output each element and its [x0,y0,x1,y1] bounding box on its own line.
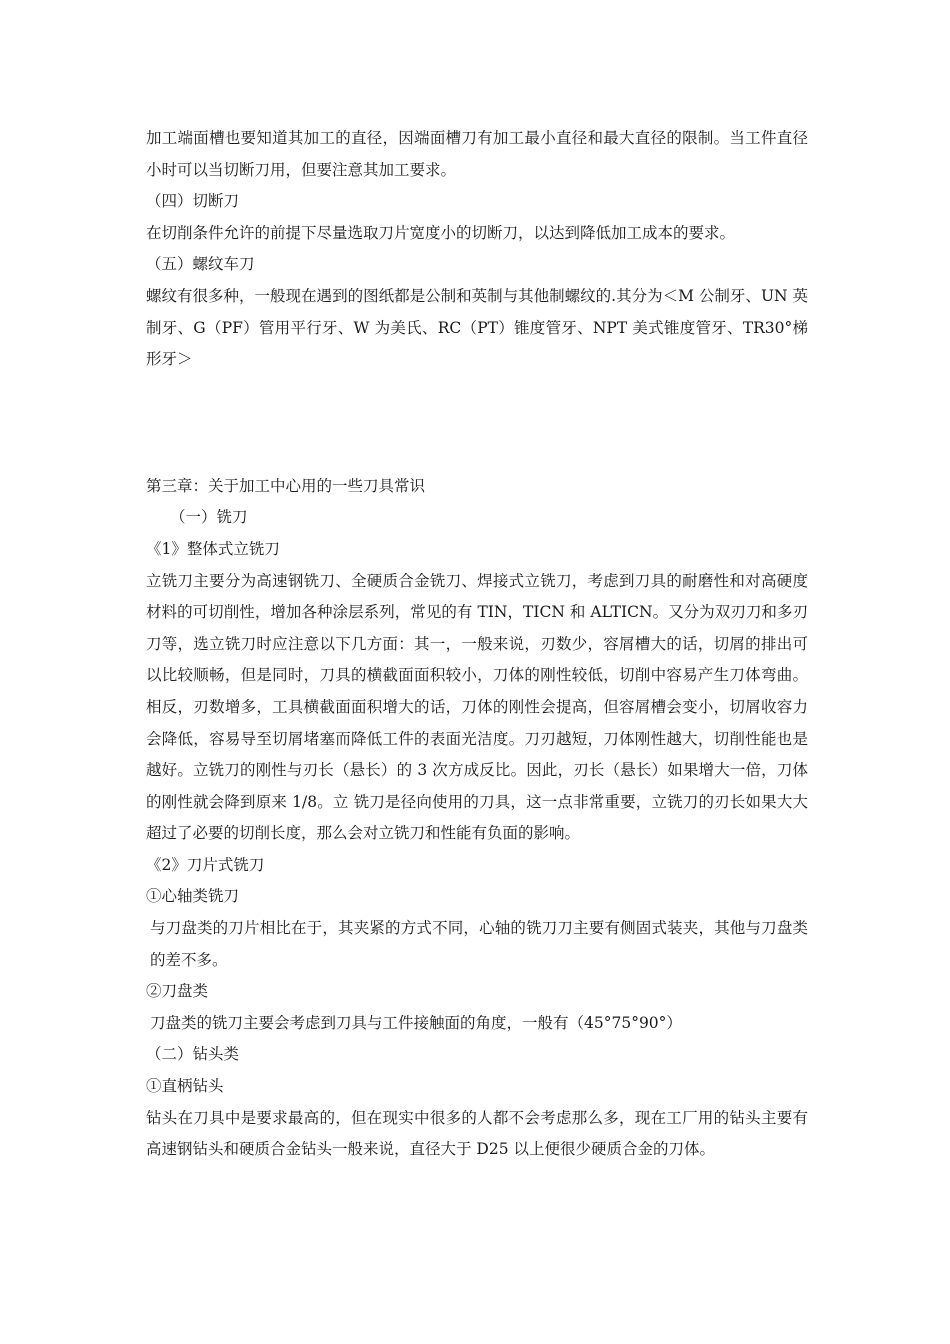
document-body [146,123,808,1166]
heading-drill-bits: （二）钻头类 [146,1045,240,1064]
heading-arbor-mill: ①心轴类铣刀 [146,887,240,906]
heading-cutoff-tool: （四）切断刀 [146,192,240,211]
paragraph-solid-end-mill: 立铣刀主要分为高速钢铣刀、全硬质合金铣刀、焊接式立铣刀，考虑到刀具的耐磨性和对高硬度材料的可切削性，增加各种涂层系列，常见的有 TIN，TICN 和 ALTICN。又分为双刃刀和多刃刀等，选立铣刀时应注意以下几方面：其一，一般来说，刃数少，容屑槽大的话，切屑的排出可以比较顺畅，但是同时，刀具的横截面面积较小，刀体的刚性较低，切削中容易产生刀体弯曲。相反，刃数增多，工具横截面面积增大的话，刀体的刚性会提高，但容屑槽会变小，切屑收容力会降低，容易导至切屑堵塞而降低工件的表面光洁度。刀刃越短，刀体刚性越大，切削性能也是越好。立铣刀的刚性与刃长（悬长）的 3 次方成反比。因此，刃长（悬长）如果增大一倍，刀体的刚性就会降到原来 1/8。立 铣刀是径向使用的刀具，这一点非常重要，立铣刀的刃长如果大大超过了必要的切削长度，那么会对立铣刀和性能有负面的影响。 [146,571,808,843]
heading-straight-shank-drill: ①直柄钻头 [146,1077,224,1096]
heading-cutter-disc: ②刀盘类 [146,982,209,1001]
heading-milling-cutter: （一）铣刀 [170,508,248,527]
heading-insert-mill: 《2》刀片式铣刀 [146,855,265,874]
chapter-three-title: 第三章：关于加工中心用的一些刀具常识 [146,476,426,495]
paragraph-thread-tool: 螺纹有很多种，一般现在遇到的图纸都是公制和英制与其他制螺纹的.其分为＜M 公制牙、UN 英制牙、G（PF）管用平行牙、W 为美氏、RC（PT）锥度管牙、NPT 美式锥度管牙、TR30°梯形牙＞ [146,286,808,369]
paragraph-face-groove: 加工端面槽也要知道其加工的直径，因端面槽刀有加工最小直径和最大直径的限制。当工件直径小时可以当切断刀用，但要注意其加工要求。 [146,129,808,179]
paragraph-cutter-disc: 刀盘类的铣刀主要会考虑到刀具与工件接触面的角度，一般有（45°75°90°） [150,1013,682,1032]
paragraph-cutoff-tool: 在切削条件允许的前提下尽量选取刀片宽度小的切断刀，以达到降低加工成本的要求。 [146,223,736,242]
paragraph-arbor-mill: 与刀盘类的刀片相比在于，其夹紧的方式不同，心轴的铣刀刀主要有侧固式装夹，其他与刀盘类的差不多。 [150,919,808,969]
blank-space [146,376,808,471]
heading-thread-tool: （五）螺纹车刀 [146,255,255,274]
paragraph-straight-shank-drill: 钻头在刀具中是要求最高的，但在现实中很多的人都不会考虑那么多，现在工厂用的钻头主要有高速钢钻头和硬质合金钻头一般来说，直径大于 D25 以上便很少硬质合金的刀体。 [146,1108,808,1159]
heading-solid-end-mill: 《1》整体式立铣刀 [146,539,280,558]
